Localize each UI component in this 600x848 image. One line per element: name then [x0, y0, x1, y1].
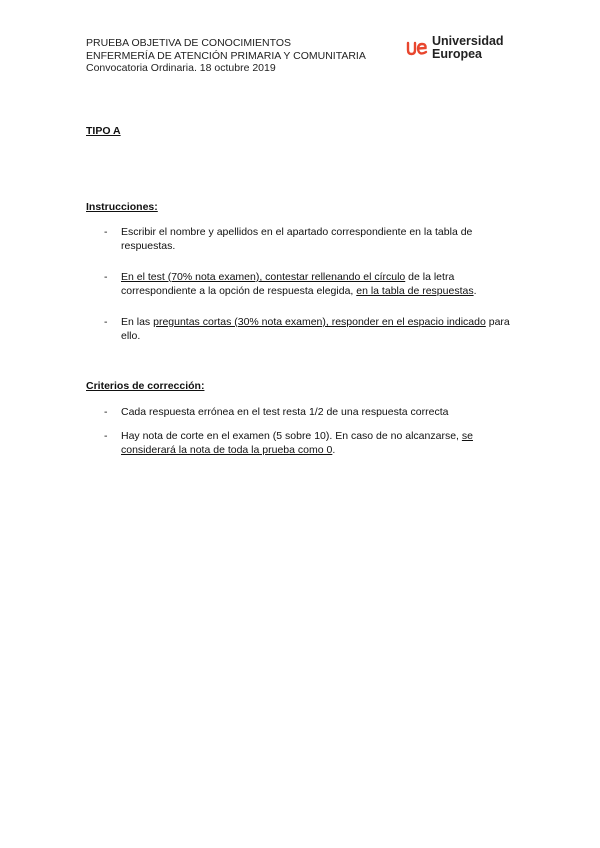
- header-exam-title: PRUEBA OBJETIVA DE CONOCIMIENTOS: [86, 37, 291, 49]
- instruccion-underlined: en la tabla de respuestas: [356, 285, 474, 297]
- list-dash: -: [104, 271, 108, 283]
- logo-text-line1: Universidad: [432, 34, 504, 48]
- instrucciones-list: [104, 225, 524, 343]
- universidad-europea-logo: [406, 35, 504, 60]
- instrucciones-title: Instrucciones:: [86, 201, 158, 213]
- criterio-text: Cada respuesta errónea en el test resta 1/2 de una respuesta correcta: [121, 406, 449, 418]
- list-dash: -: [104, 226, 108, 238]
- instruccion-text: .: [473, 285, 477, 297]
- list-item: [104, 225, 524, 253]
- list-item: [104, 429, 524, 457]
- list-dash: -: [104, 430, 108, 442]
- list-dash: -: [104, 316, 108, 328]
- list-item: [104, 270, 524, 298]
- instruccion-text: Escribir el nombre y apellidos en el apartado correspondiente en la tabla de respuestas.: [121, 226, 473, 252]
- exam-type: TIPO A: [86, 125, 121, 137]
- header-convocatoria: Convocatoria Ordinaria. 18 octubre 2019: [86, 62, 276, 74]
- ue-logo-icon: [406, 37, 428, 59]
- instruccion-text: En las: [121, 316, 154, 328]
- instruccion-underlined: preguntas cortas (30% nota examen), responder en el espacio indicado: [153, 316, 486, 328]
- list-item: [104, 315, 524, 343]
- document-header: [86, 37, 366, 75]
- instruccion-text: para ello.: [121, 316, 510, 342]
- instruccion-text: de la letra correspondiente a la opción de respuesta elegida,: [121, 271, 455, 297]
- list-item: [104, 405, 524, 419]
- list-dash: -: [104, 406, 108, 418]
- criterios-list: [104, 405, 524, 457]
- criterios-title: Criterios de corrección:: [86, 380, 205, 392]
- criterio-underlined: se considerará la nota de toda la prueba como 0: [121, 430, 473, 456]
- instruccion-underlined: En el test (70% nota examen), contestar rellenando el círculo: [121, 271, 406, 283]
- criterio-text: Hay nota de corte en el examen (5 sobre 10). En caso de no alcanzarse,: [121, 430, 462, 442]
- criterio-text: .: [332, 444, 336, 456]
- logo-text-line2: Europea: [432, 46, 483, 61]
- header-subject: ENFERMERÍA DE ATENCIÓN PRIMARIA Y COMUNITARIA: [86, 49, 366, 62]
